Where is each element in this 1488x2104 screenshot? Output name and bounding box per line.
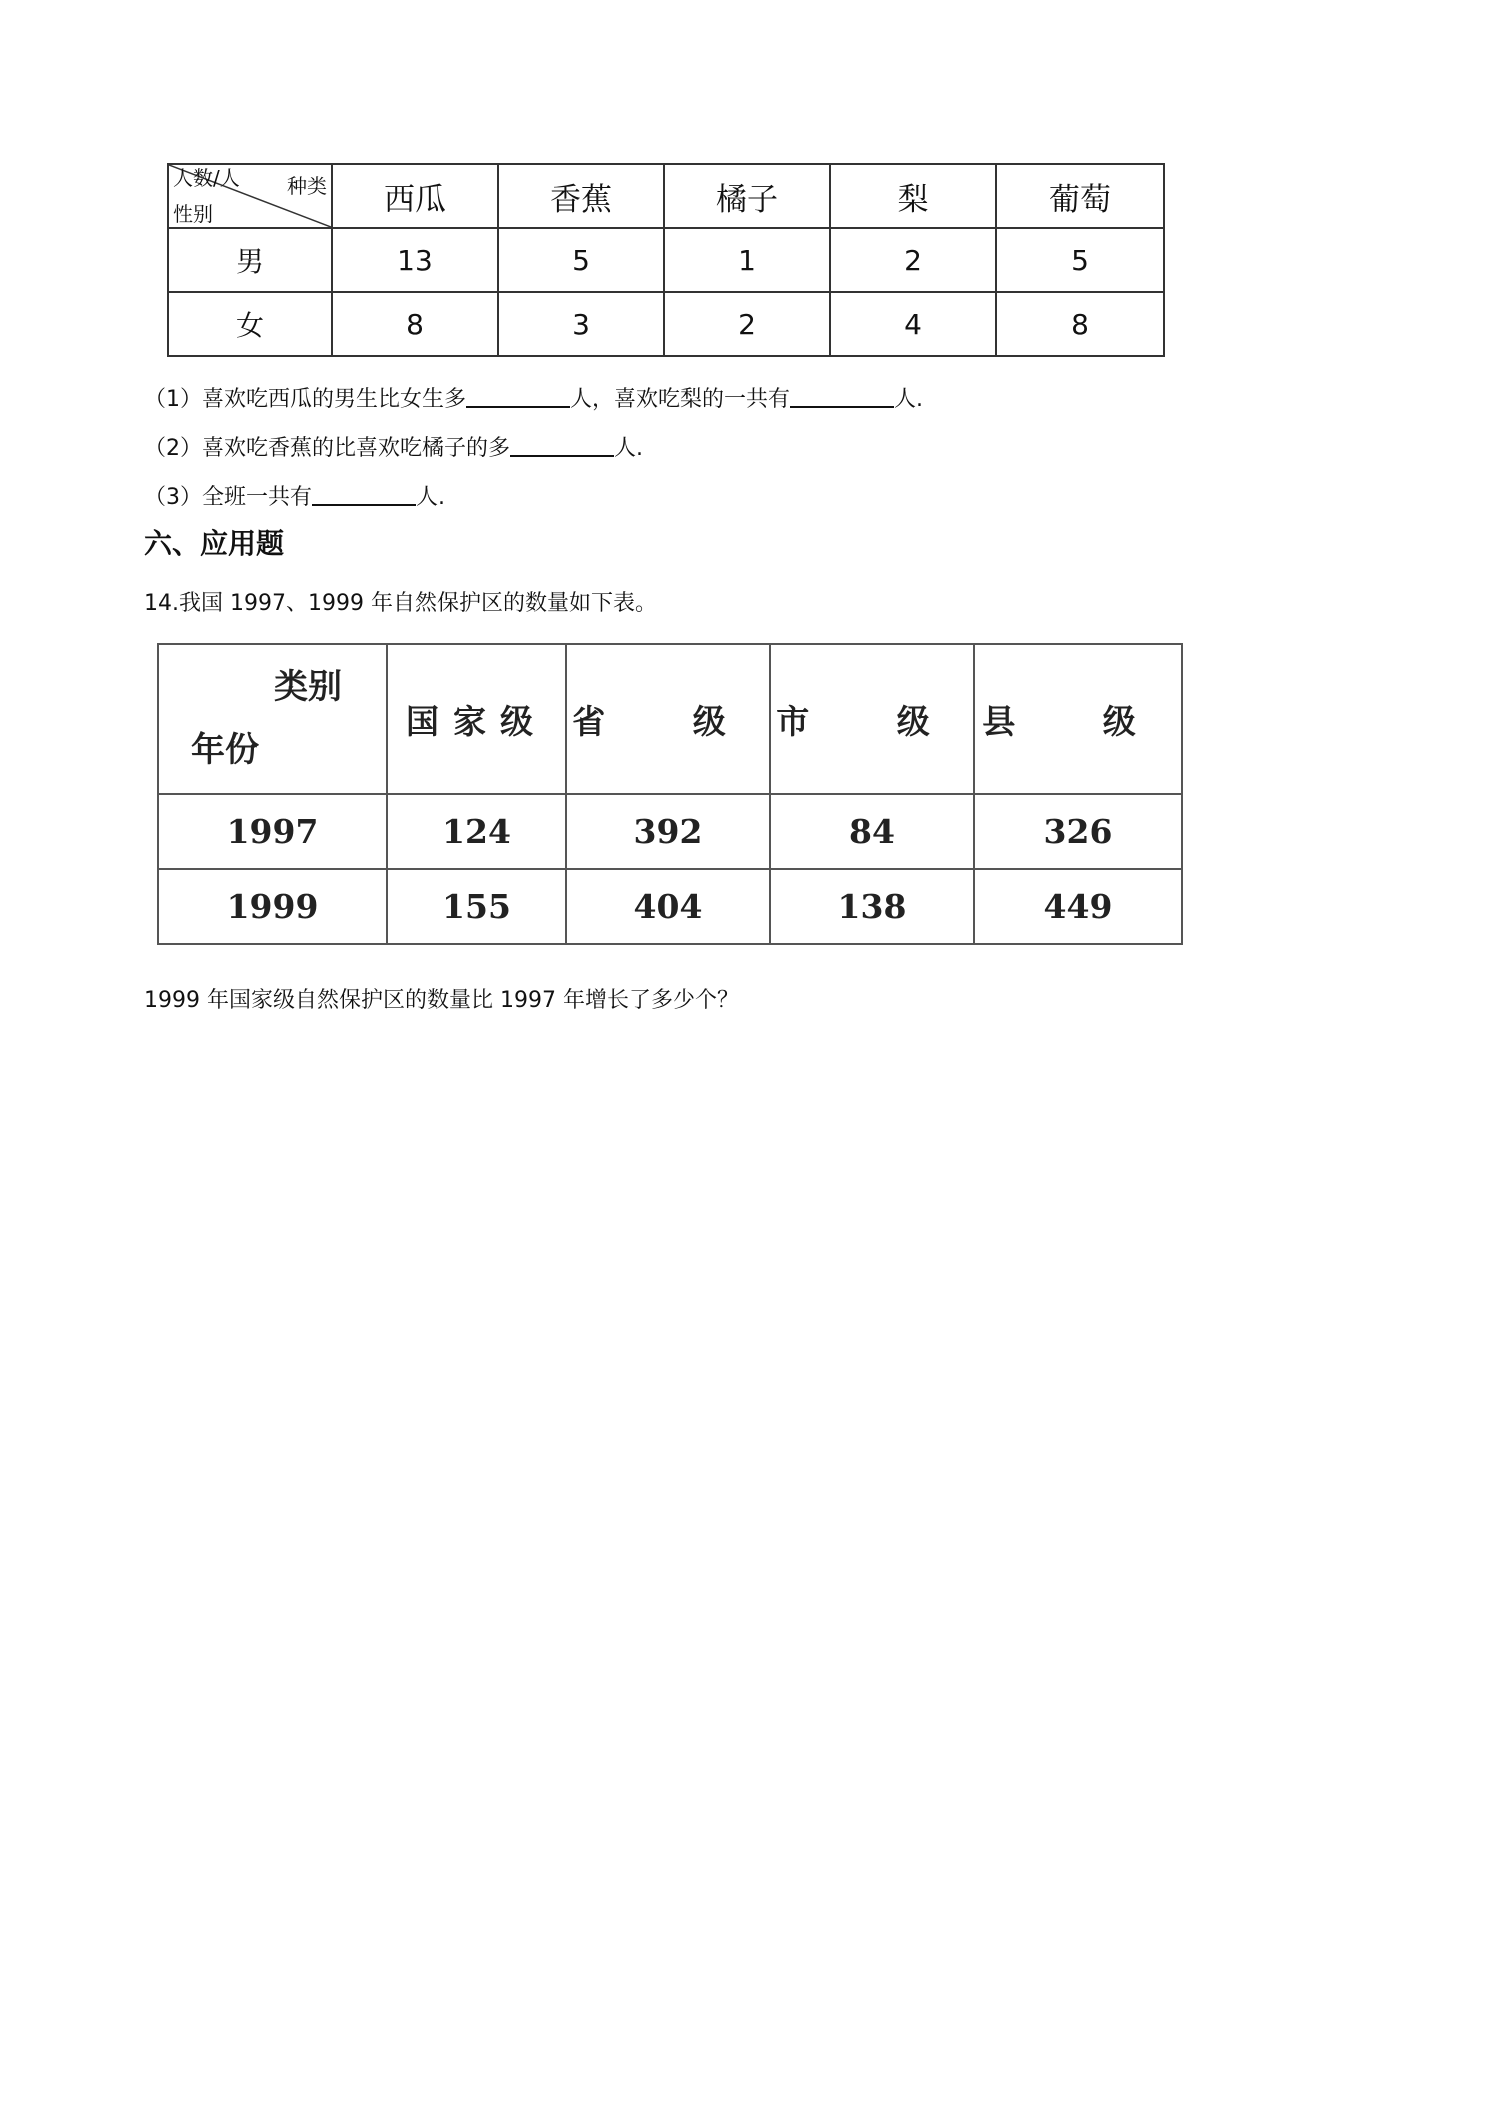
table-cell: 155 (387, 869, 566, 944)
row-label: 女 (168, 292, 332, 356)
question-2 (144, 431, 643, 464)
table-cell: 1 (664, 228, 830, 292)
table-cell: 138 (770, 869, 974, 944)
column-header: 梨 (830, 164, 996, 228)
table-cell: 5 (498, 228, 664, 292)
column-header: 西瓜 (332, 164, 498, 228)
corner-label-count: 人数/人 (173, 166, 240, 190)
table-cell: 8 (332, 292, 498, 356)
row-label: 男 (168, 228, 332, 292)
column-header: 省 级 (566, 644, 770, 794)
diagonal-header-cell (168, 164, 332, 228)
table-cell: 13 (332, 228, 498, 292)
column-header: 县 级 (974, 644, 1182, 794)
table-cell: 404 (566, 869, 770, 944)
corner-label-year: 年份 (191, 730, 259, 770)
question-3-text-a: （3）全班一共有 (144, 485, 312, 510)
column-header: 橘子 (664, 164, 830, 228)
row-label: 1999 (158, 869, 387, 944)
table-header-row (168, 164, 1164, 228)
column-header: 市 级 (770, 644, 974, 794)
table-row (168, 292, 1164, 356)
table-cell: 4 (830, 292, 996, 356)
table-row (158, 869, 1182, 944)
table-cell: 326 (974, 794, 1182, 869)
answer-blank[interactable] (790, 382, 894, 408)
question-1-text-a: （1）喜欢吃西瓜的男生比女生多 (144, 387, 466, 412)
section-title: 六、应用题 (144, 527, 285, 560)
table-cell: 3 (498, 292, 664, 356)
table-header-row (158, 644, 1182, 794)
answer-blank[interactable] (312, 480, 416, 506)
row-label: 1997 (158, 794, 387, 869)
question-3-text-b: 人. (416, 485, 445, 510)
question-1-text-b: 人，喜欢吃梨的一共有 (570, 387, 791, 412)
split-header-cell (158, 644, 387, 794)
answer-blank[interactable] (466, 382, 570, 408)
table-cell: 5 (996, 228, 1164, 292)
nature-reserve-table (157, 643, 1183, 945)
corner-label-category: 类别 (274, 667, 342, 707)
question-2-text-a: （2）喜欢吃香蕉的比喜欢吃橘子的多 (144, 436, 510, 461)
corner-label-gender: 性别 (173, 202, 213, 226)
problem-14-question: 1999 年国家级自然保护区的数量比 1997 年增长了多少个？ (144, 988, 739, 1013)
table-cell: 8 (996, 292, 1164, 356)
column-header: 香蕉 (498, 164, 664, 228)
table-cell: 392 (566, 794, 770, 869)
table-cell: 84 (770, 794, 974, 869)
column-header: 葡萄 (996, 164, 1164, 228)
table-row (168, 228, 1164, 292)
table-cell: 2 (830, 228, 996, 292)
fruit-preference-table (167, 163, 1165, 357)
table-cell: 124 (387, 794, 566, 869)
column-header: 国家级 (387, 644, 566, 794)
corner-label-kind: 种类 (287, 174, 327, 198)
question-1 (144, 382, 923, 415)
question-2-text-b: 人. (614, 436, 643, 461)
table-row (158, 794, 1182, 869)
problem-14-intro: 14.我国 1997、1999 年自然保护区的数量如下表。 (144, 591, 657, 616)
table-cell: 2 (664, 292, 830, 356)
question-3 (144, 480, 445, 513)
question-1-text-c: 人. (894, 387, 924, 412)
table-cell: 449 (974, 869, 1182, 944)
answer-blank[interactable] (510, 431, 614, 457)
